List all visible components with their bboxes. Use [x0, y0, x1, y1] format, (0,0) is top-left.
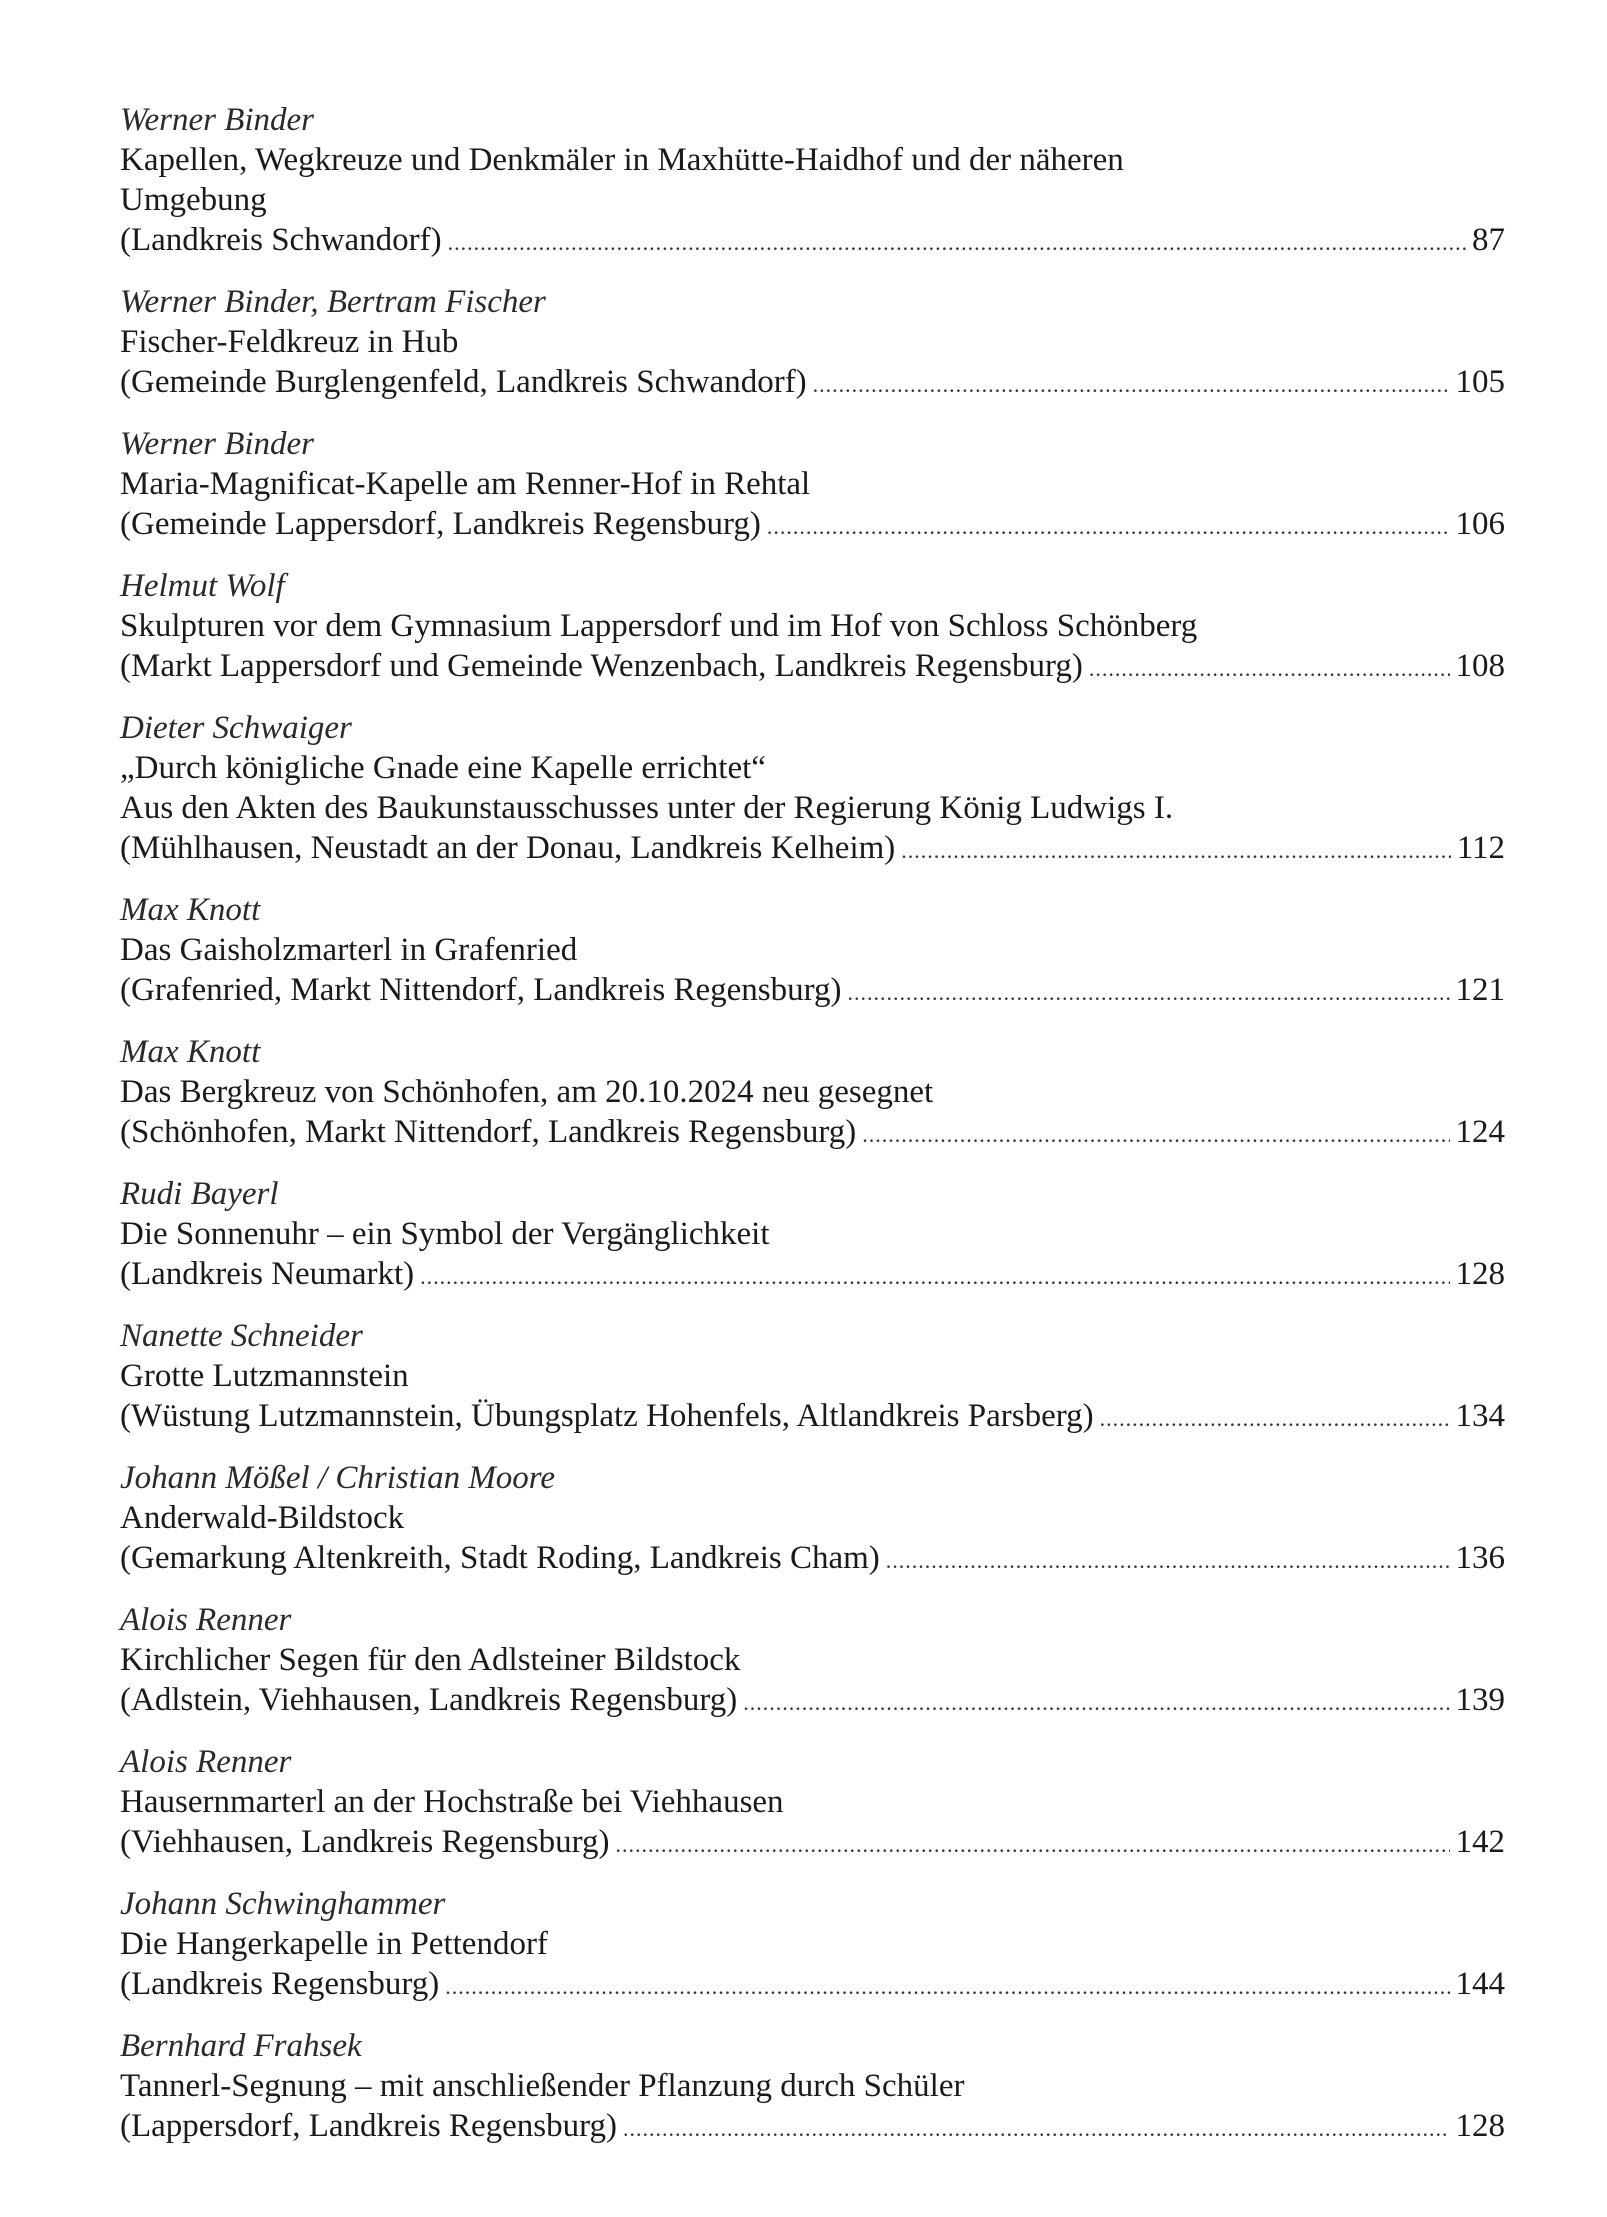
toc-entry [120, 1174, 1505, 1297]
entry-location: (Wüstung Lutzmannstein, Übungsplatz Hohenfels, Altlandkreis Parsberg) [120, 1398, 1094, 1434]
entry-location: (Gemeinde Burglengenfeld, Landkreis Schwandorf) [120, 364, 807, 400]
entry-page-number: 112 [1456, 830, 1505, 866]
entry-title-line: Umgebung [120, 182, 267, 218]
entry-author: Alois Renner [120, 1744, 292, 1780]
dot-leader [886, 1541, 1450, 1581]
entry-page-number: 87 [1472, 222, 1505, 258]
entry-author: Max Knott [120, 892, 261, 928]
dot-leader [743, 1683, 1449, 1723]
dot-leader [420, 1257, 1449, 1297]
entry-title-line: Die Hangerkapelle in Pettendorf [120, 1926, 548, 1962]
entry-location-row [120, 362, 1505, 405]
entry-title-line: Skulpturen vor dem Gymnasium Lappersdorf und im Hof von Schloss Schönberg [120, 608, 1198, 644]
entry-page-number: 136 [1455, 1540, 1505, 1576]
toc-entry [120, 100, 1505, 263]
dot-leader [862, 1115, 1449, 1155]
entry-location-row [120, 1396, 1505, 1439]
entry-page-number: 134 [1455, 1398, 1505, 1434]
entry-location: (Schönhofen, Markt Nittendorf, Landkreis Regensburg) [120, 1114, 857, 1150]
entry-author: Nanette Schneider [120, 1318, 363, 1354]
toc-entry [120, 2026, 1505, 2149]
toc-entry [120, 1316, 1505, 1439]
entry-author: Alois Renner [120, 1602, 292, 1638]
entry-location: (Mühlhausen, Neustadt an der Donau, Landkreis Kelheim) [120, 830, 896, 866]
entry-location-row [120, 1112, 1505, 1155]
dot-leader [767, 507, 1450, 547]
entry-title-line: Die Sonnenuhr – ein Symbol der Vergänglichkeit [120, 1216, 770, 1252]
entry-page-number: 106 [1455, 506, 1505, 542]
entry-location-row [120, 1538, 1505, 1581]
dot-leader [848, 973, 1450, 1013]
dot-leader [901, 831, 1450, 871]
entry-author: Rudi Bayerl [120, 1176, 279, 1212]
entry-location: (Gemeinde Lappersdorf, Landkreis Regensburg) [120, 506, 761, 542]
entry-author: Werner Binder [120, 102, 315, 138]
table-of-contents [120, 100, 1505, 2168]
entry-location-row [120, 1254, 1505, 1297]
entry-title-line: „Durch königliche Gnade eine Kapelle errichtet“ [120, 750, 766, 786]
toc-entry [120, 1742, 1505, 1865]
entry-location: (Lappersdorf, Landkreis Regensburg) [120, 2108, 617, 2144]
entry-location-row [120, 970, 1505, 1013]
entry-title-line: Das Gaisholzmarterl in Grafenried [120, 932, 578, 968]
entry-author: Werner Binder, Bertram Fischer [120, 284, 546, 320]
dot-leader [1089, 649, 1450, 689]
entry-author: Johann Schwinghammer [120, 1886, 446, 1922]
toc-entry [120, 1600, 1505, 1723]
entry-title-line: Kapellen, Wegkreuze und Denkmäler in Maxhütte-Haidhof und der näheren [120, 142, 1124, 178]
toc-entry [120, 890, 1505, 1013]
entry-location-row [120, 646, 1505, 689]
entry-title-line: Kirchlicher Segen für den Adlsteiner Bildstock [120, 1642, 741, 1678]
dot-leader [813, 365, 1450, 405]
entry-author: Dieter Schwaiger [120, 710, 352, 746]
entry-page-number: 139 [1455, 1682, 1505, 1718]
toc-entry [120, 424, 1505, 547]
entry-location-row [120, 1822, 1505, 1865]
entry-page-number: 121 [1455, 972, 1505, 1008]
entry-location-row [120, 220, 1505, 263]
dot-leader [623, 2109, 1450, 2149]
entry-location: (Landkreis Regensburg) [120, 1966, 440, 2002]
toc-entry [120, 708, 1505, 871]
entry-page-number: 142 [1455, 1824, 1505, 1860]
entry-author: Johann Mößel / Christian Moore [120, 1460, 556, 1496]
entry-page-number: 124 [1455, 1114, 1505, 1150]
entry-location: (Landkreis Neumarkt) [120, 1256, 415, 1292]
entry-location-row [120, 2106, 1505, 2149]
entry-page-number: 108 [1455, 648, 1505, 684]
entry-location-row [120, 1680, 1505, 1723]
entry-title-line: Anderwald-Bildstock [120, 1500, 405, 1536]
entry-location: (Grafenried, Markt Nittendorf, Landkreis Regensburg) [120, 972, 842, 1008]
entry-location: (Viehhausen, Landkreis Regensburg) [120, 1824, 610, 1860]
entry-location-row [120, 1964, 1505, 2007]
entry-page-number: 128 [1455, 1256, 1505, 1292]
toc-entry [120, 282, 1505, 405]
toc-entry [120, 1458, 1505, 1581]
dot-leader [1100, 1399, 1450, 1439]
entry-author: Bernhard Frahsek [120, 2028, 362, 2064]
entry-title-line: Tannerl-Segnung – mit anschließender Pflanzung durch Schüler [120, 2068, 965, 2104]
entry-title-line: Das Bergkreuz von Schönhofen, am 20.10.2024 neu gesegnet [120, 1074, 934, 1110]
entry-location: (Gemarkung Altenkreith, Stadt Roding, Landkreis Cham) [120, 1540, 880, 1576]
toc-entry [120, 1032, 1505, 1155]
entry-location-row [120, 504, 1505, 547]
toc-entry [120, 1884, 1505, 2007]
entry-location: (Adlstein, Viehhausen, Landkreis Regensburg) [120, 1682, 738, 1718]
dot-leader [445, 1967, 1449, 2007]
entry-author: Werner Binder [120, 426, 315, 462]
dot-leader [448, 223, 1466, 263]
entry-title-line: Hausernmarterl an der Hochstraße bei Viehhausen [120, 1784, 784, 1820]
entry-location-row [120, 828, 1505, 871]
entry-location: (Markt Lappersdorf und Gemeinde Wenzenbach, Landkreis Regensburg) [120, 648, 1083, 684]
toc-entry [120, 566, 1505, 689]
entry-author: Helmut Wolf [120, 568, 285, 604]
dot-leader [616, 1825, 1450, 1865]
entry-title-line: Grotte Lutzmannstein [120, 1358, 409, 1394]
entry-author: Max Knott [120, 1034, 261, 1070]
entry-page-number: 144 [1455, 1966, 1505, 2002]
entry-title-line: Maria-Magnificat-Kapelle am Renner-Hof in Rehtal [120, 466, 811, 502]
entry-title-line: Fischer-Feldkreuz in Hub [120, 324, 459, 360]
entry-page-number: 105 [1455, 364, 1505, 400]
entry-page-number: 128 [1455, 2108, 1505, 2144]
entry-location: (Landkreis Schwandorf) [120, 222, 442, 258]
entry-title-line: Aus den Akten des Baukunstausschusses unter der Regierung König Ludwigs I. [120, 790, 1174, 826]
